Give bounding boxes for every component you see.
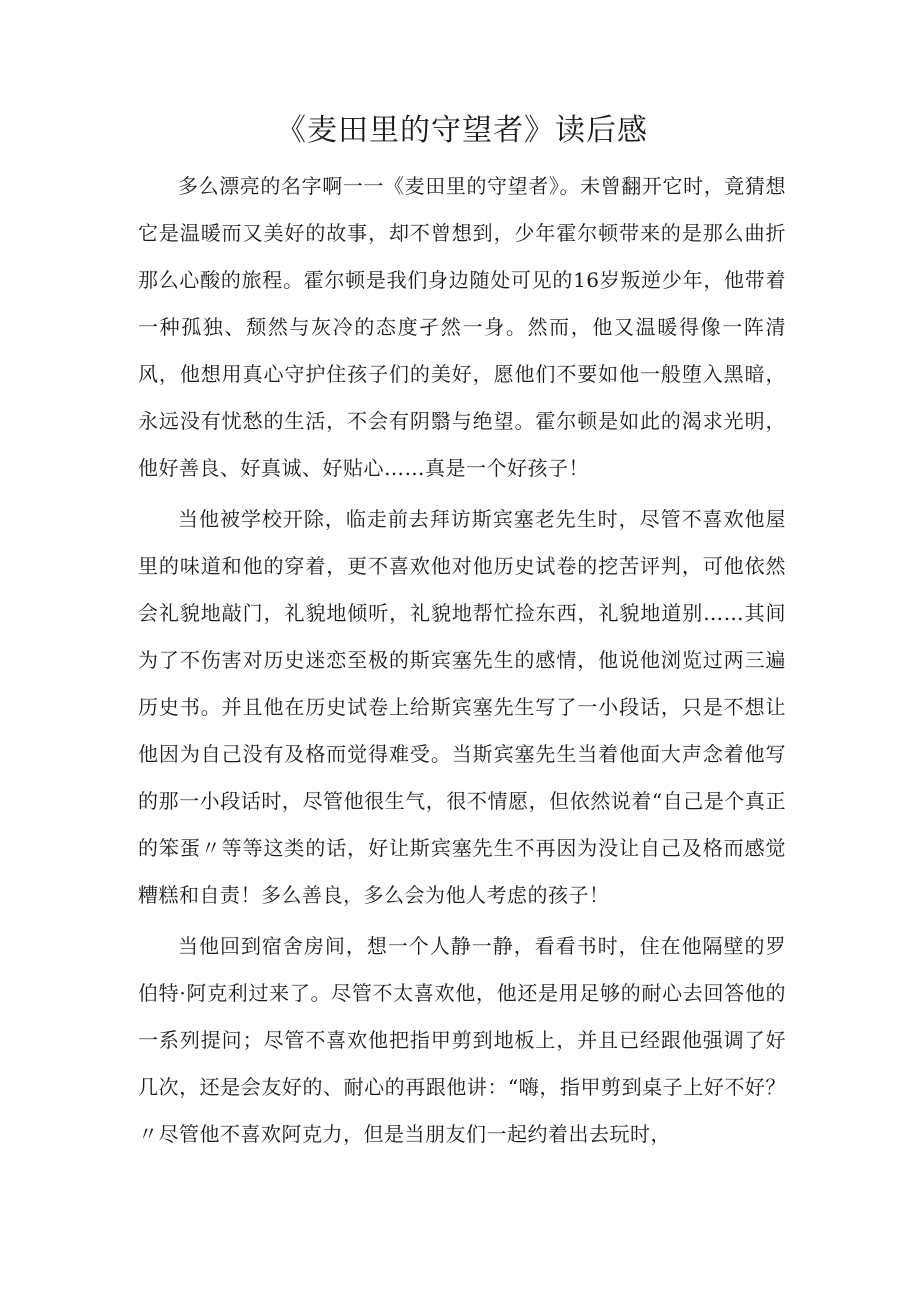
- document-page: [138, 106, 786, 1158]
- document-title: 《麦田里的守望者》读后感: [276, 113, 648, 148]
- paragraph-3: 当他回到宿舍房间，想一个人静一静，看看书时，住在他隔壁的罗伯特·阿克利过来了。尽管不太喜欢他，他还是用足够的耐心去回答他的一系列提问；尽管不喜欢他把指甲剪到地板上，并且已经跟他强调了好几次，还是会友好的、耐心的再跟他讲：“嗨，指甲剪到桌子上好不好？〃尽管他不喜欢阿克力，但是当朋友们一起约着出去玩时，: [138, 934, 786, 1146]
- paragraph-1: 多么漂亮的名字啊一一《麦田里的守望者》。未曾翻开它时，竟猜想它是温暖而又美好的故事，却不曾想到，少年霍尔顿带来的是那么曲折那么心酸的旅程。霍尔顿是我们身边随处可见的16岁叛逆少年，他带着一种孤独、颓然与灰冷的态度孑然一身。然而，他又温暖得像一阵清风，他想用真心守护住孩子们的美好，愿他们不要如他一般堕入黑暗，永远没有忧愁的生活，不会有阴翳与绝望。霍尔顿是如此的渴求光明，他好善良、好真诚、好贴心……真是一个好孩子！: [138, 174, 786, 480]
- paragraph-2: 当他被学校开除，临走前去拜访斯宾塞老先生时，尽管不喜欢他屋里的味道和他的穿着，更不喜欢他对他历史试卷的挖苦评判，可他依然会礼貌地敲门，礼貌地倾听，礼貌地帮忙捡东西，礼貌地道别……其间为了不伤害对历史迷恋至极的斯宾塞先生的感情，他说他浏览过两三遍历史书。并且他在历史试卷上给斯宾塞先生写了一小段话，只是不想让他因为自己没有及格而觉得难受。当斯宾塞先生当着他面大声念着他写的那一小段话时，尽管他很生气，很不情愿，但依然说着“自己是个真正的笨蛋〃等等这类的话，好让斯宾塞先生不再因为没让自己及格而感觉糟糕和自责！多么善良，多么会为他人考虑的孩子！: [138, 507, 786, 907]
